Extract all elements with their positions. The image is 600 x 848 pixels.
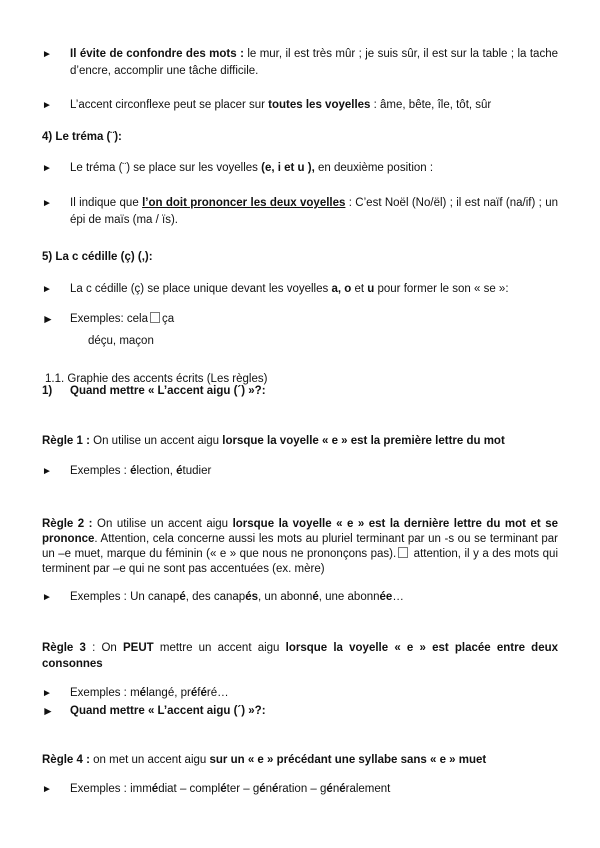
paragraph-cedille-usage: La c cédille (ç) se place unique devant les voyelles a, o et u pour former le son « se »: — [70, 283, 509, 295]
paragraph-circonflexe: L’accent circonflexe peut se placer sur toutes les voyelles : âme, bête, île, tôt, sûr — [70, 99, 492, 111]
bullet-arrow-icon: ► — [42, 688, 52, 699]
bullet-arrow-icon: ► — [42, 784, 52, 795]
bullet-arrow-icon: ► — [42, 466, 52, 477]
cedille-examples: Exemples: cela ça — [70, 313, 175, 325]
bullet-triangle-icon: ► — [42, 312, 54, 326]
regle-4-examples: Exemples : immédiat – compléter – génération – généralement — [70, 783, 391, 795]
bullet-arrow-icon: ► — [42, 284, 52, 295]
bullet-arrow-icon: ► — [42, 100, 52, 111]
regle-2-examples: Exemples : Un canapé, des canapés, un abonné, une abonnée… — [70, 591, 404, 603]
graphie-title: 1.1. Graphie des accents écrits (Les règles) — [45, 373, 268, 385]
heading-trema: 4) Le tréma (¨): — [42, 131, 122, 143]
bullet-arrow-icon: ► — [42, 163, 52, 174]
bullet-triangle-icon: ► — [42, 704, 54, 718]
paragraph-trema-placement: Le tréma (¨) se place sur les voyelles (e, i et u ), en deuxième position : — [70, 162, 434, 174]
heading-cedille: 5) La c cédille (ç) (,): — [42, 251, 153, 263]
regle-3: Règle 3 : On PEUT mettre un accent aigu lorsque la voyelle « e » est placée entre deux consonnes — [42, 642, 559, 670]
bullet-arrow-icon: ► — [42, 49, 52, 60]
graphie-item1-number: 1) — [42, 385, 53, 397]
graphie-item1-text: Quand mettre « L’accent aigu (´) »?: — [70, 385, 266, 397]
regle-4: Règle 4 : on met un accent aigu sur un « e » précédant une syllabe sans « e » muet — [42, 754, 487, 766]
regle-1: Règle 1 : On utilise un accent aigu lorsque la voyelle « e » est la première lettre du mot — [42, 435, 505, 447]
regle-3-examples: Exemples : mélangé, préféré… — [70, 687, 229, 699]
placeholder-box-icon — [150, 312, 160, 323]
bullet-arrow-icon: ► — [42, 198, 52, 209]
cedille-examples-second-line: déçu, maçon — [88, 335, 154, 347]
paragraph-trema-pronunciation: Il indique que l’on doit prononcer les deux voyelles : C’est Noël (No/ël) ; il est naïf (na/if) ; un épi de maïs (ma / ïs). — [70, 197, 558, 226]
bullet-arrow-icon: ► — [42, 592, 52, 603]
paragraph-accent-usage: Il évite de confondre des mots : le mur, il est très mûr ; je suis sûr, il est sur la table ; la tache d’encre, accomplir une tâche difficile. — [70, 48, 558, 77]
placeholder-box-icon — [398, 547, 408, 558]
regle-2: Règle 2 : On utilise un accent aigu lorsque la voyelle « e » est la dernière lettre du mot et se prononce. Attention, cela concerne aussi les mots au pluriel terminant par un -s ou se terminant par un –e muet, marque du féminin (« e » que nous ne prononçons pas). attention, il y a des mots qui terminent par –e qui ne sont pas accentuées (ex. mère) — [42, 518, 558, 575]
regle-1-examples: Exemples : élection, étudier — [70, 465, 212, 477]
regle-3-bullet-heading: Quand mettre « L’accent aigu (´) »?: — [70, 705, 266, 717]
